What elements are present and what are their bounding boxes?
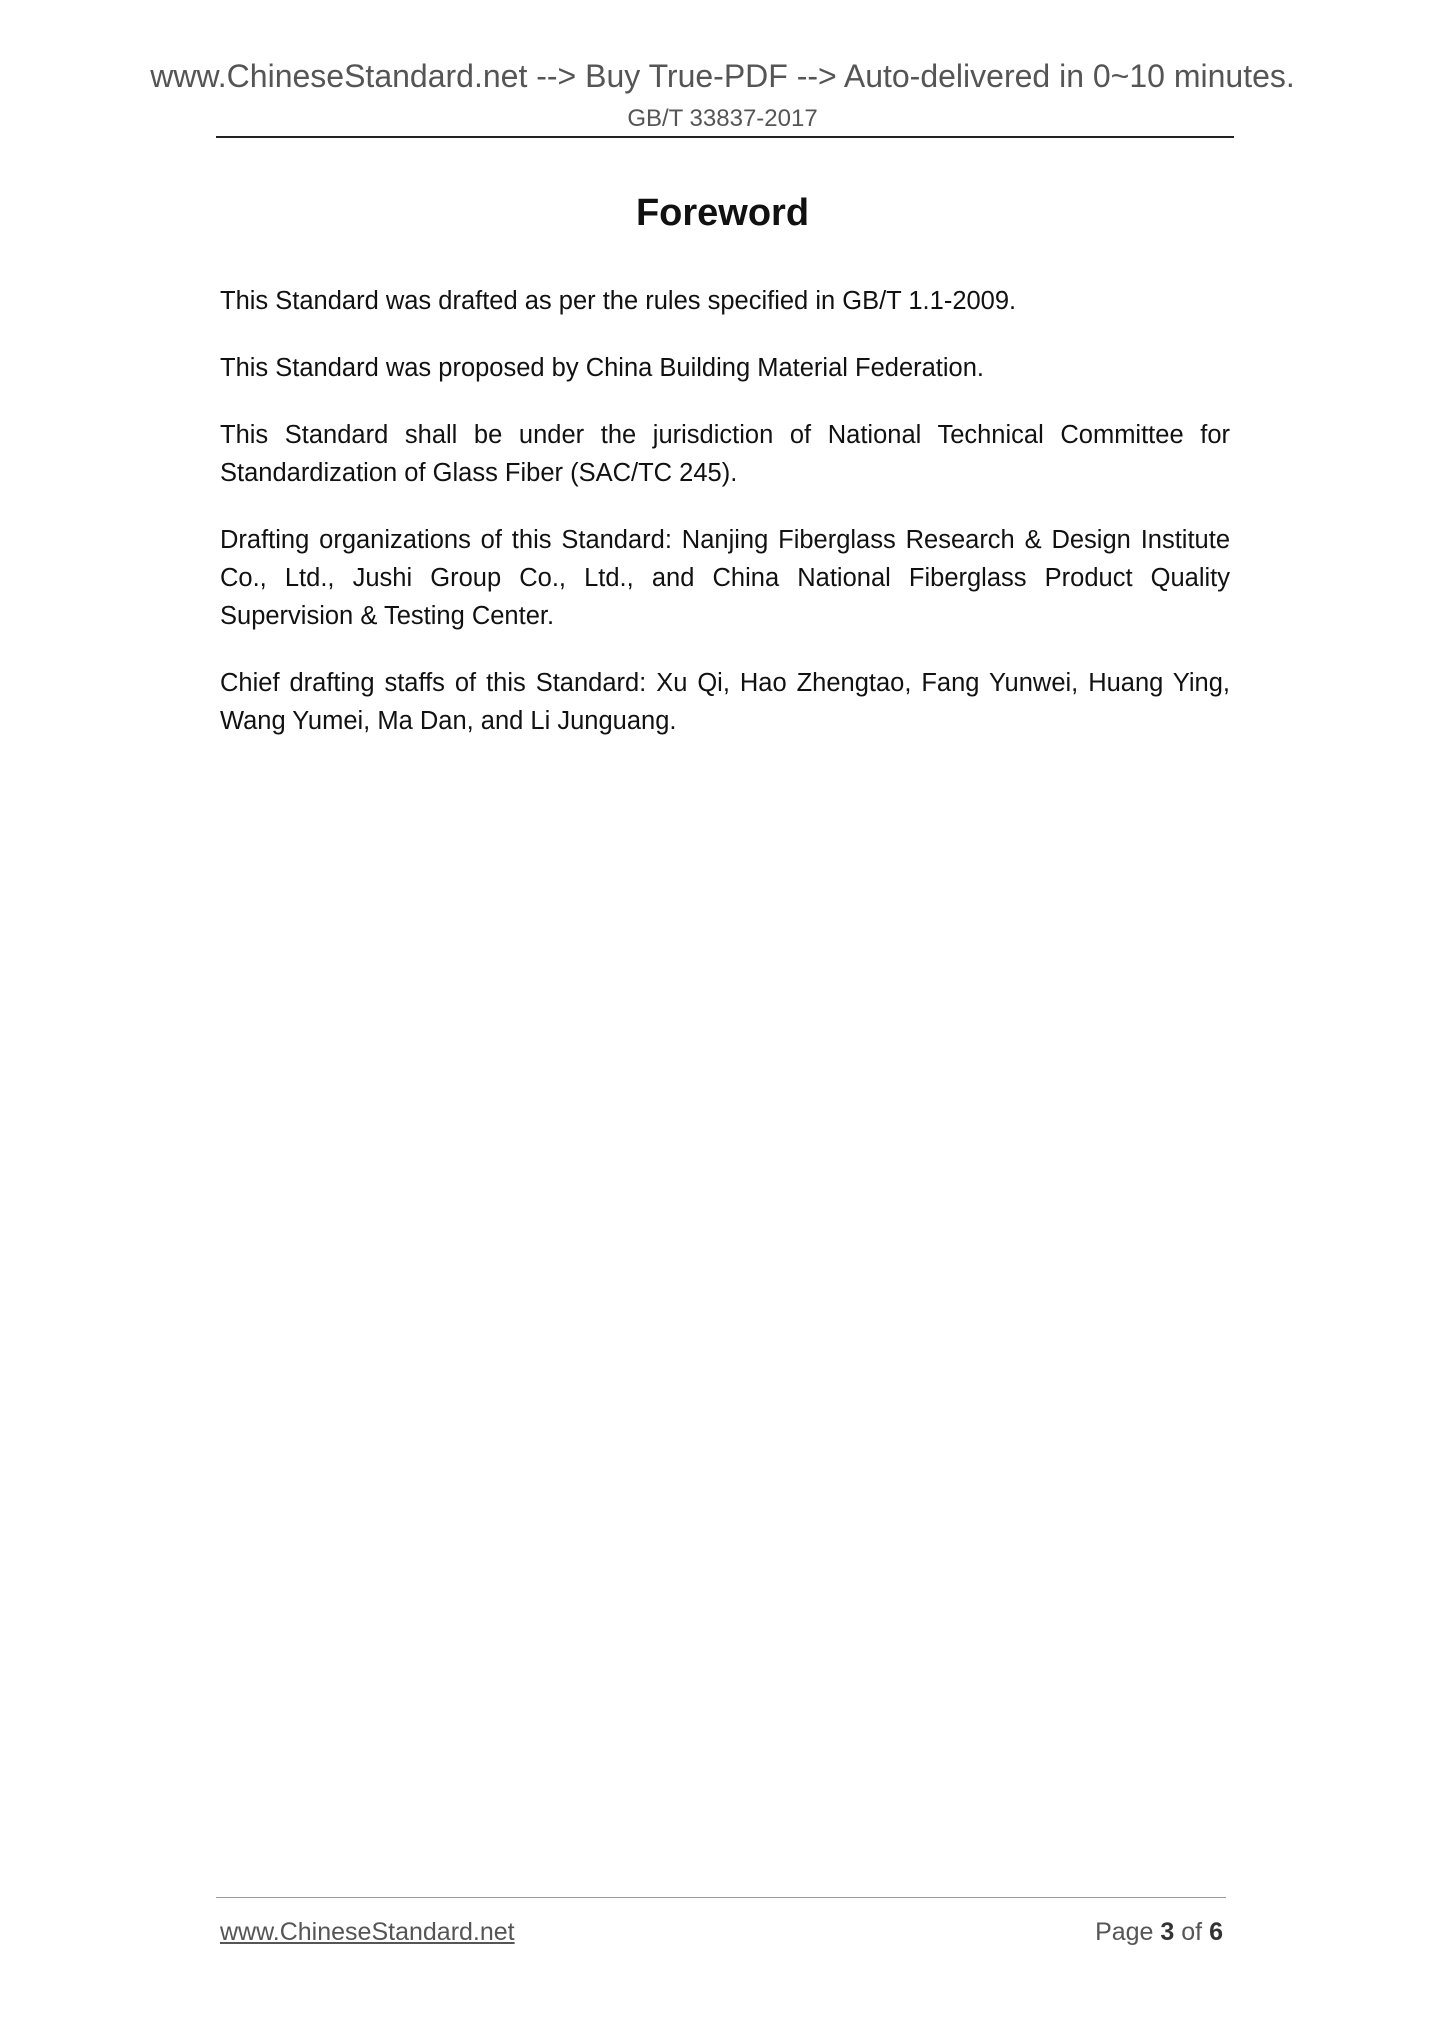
paragraph-drafting-staffs: Chief drafting staffs of this Standard: Xu Qi, Hao Zhengtao, Fang Yunwei, Huang Ying, Wang Yumei, Ma Dan, and Li Junguang. [220, 669, 1230, 735]
paragraph-proposed-by: This Standard was proposed by China Building Material Federation. [220, 354, 985, 382]
paragraph-drafting-rules: This Standard was drafted as per the rules specified in GB/T 1.1-2009. [220, 287, 1017, 315]
paragraph-jurisdiction: This Standard shall be under the jurisdiction of National Technical Committee for Standardization of Glass Fiber (SAC/TC 245). [220, 421, 1230, 487]
standard-code: GB/T 33837-2017 [627, 105, 818, 132]
paragraph-drafting-organizations: Drafting organizations of this Standard: Nanjing Fiberglass Research & Design Institute Co., Ltd., Jushi Group Co., Ltd., and China National Fiberglass Product Quality Supervision & Testing Center. [220, 526, 1230, 630]
page-indicator [1095, 1916, 1223, 1948]
footer-divider [216, 1897, 1226, 1898]
header-divider [216, 136, 1234, 138]
page-title: Foreword [635, 192, 810, 234]
footer-website-link[interactable]: www.ChineseStandard.net [220, 1918, 515, 1946]
total-page-number: 6 [1209, 1918, 1223, 1946]
of-word: of [1181, 1918, 1203, 1946]
header-banner: www.ChineseStandard.net --> Buy True-PDF --> Auto-delivered in 0~10 minutes. [150, 58, 1295, 94]
current-page-number: 3 [1160, 1918, 1175, 1946]
foreword-body [220, 282, 1230, 769]
page-word: Page [1095, 1918, 1154, 1946]
